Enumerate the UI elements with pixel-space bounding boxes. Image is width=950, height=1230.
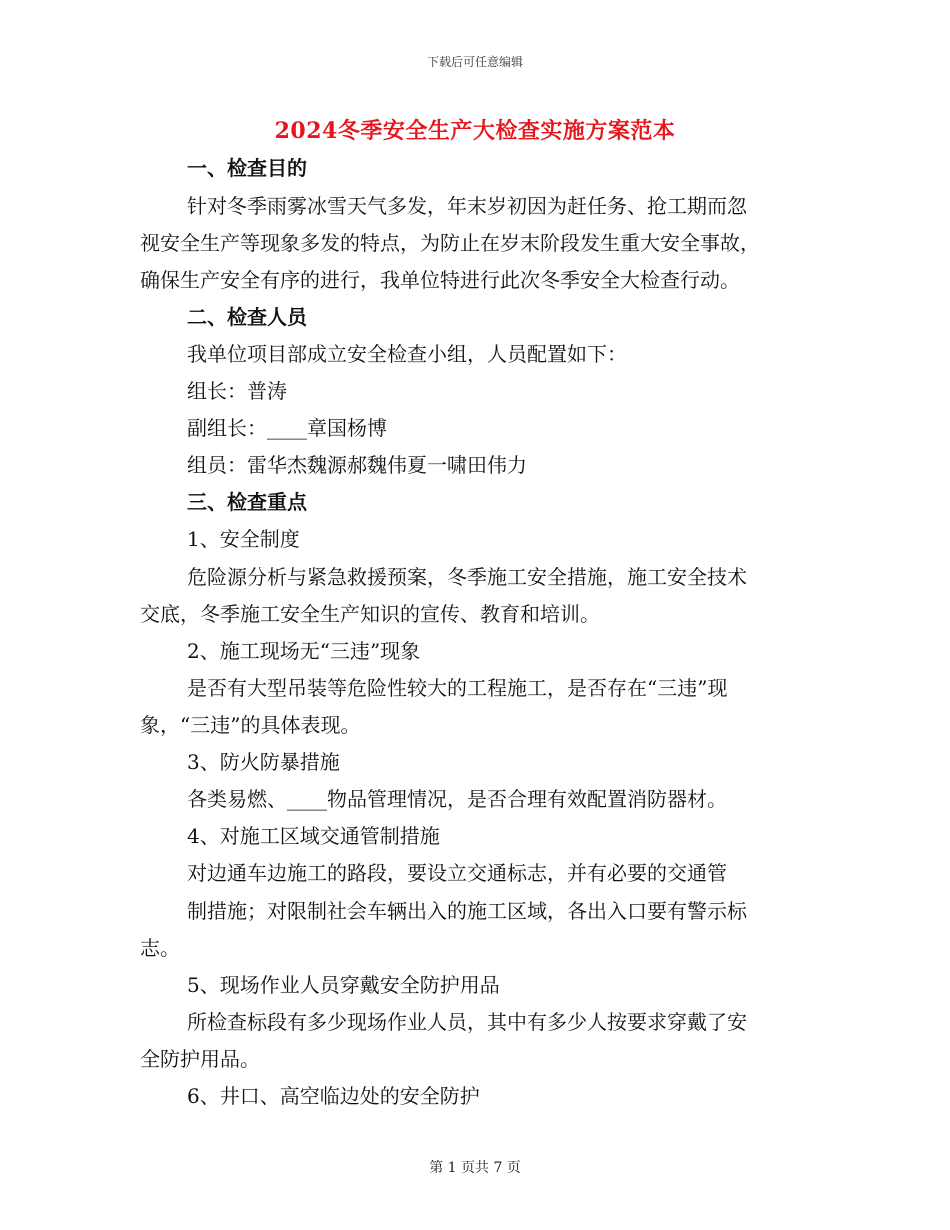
paragraph-line: 制措施；对限制社会车辆出入的施工区域，各出入口要有警示标 xyxy=(187,899,747,923)
subheading: 6、井口、高空临边处的安全防护 xyxy=(187,1084,480,1108)
subheading: 2、施工现场无“三违”现象 xyxy=(187,639,421,663)
section-heading-personnel: 二、检查人员 xyxy=(187,305,307,329)
paragraph-line: 全防护用品。 xyxy=(140,1047,260,1071)
section-heading-purpose: 一、检查目的 xyxy=(187,156,307,180)
subheading: 4、对施工区域交通管制措施 xyxy=(187,824,440,848)
paragraph-line: 针对冬季雨雾冰雪天气多发，年末岁初因为赶任务、抢工期而忽 xyxy=(187,194,747,218)
document-title: 2024冬季安全生产大检查实施方案范本 xyxy=(274,118,676,144)
page-footer: 第 1 页共 7 页 xyxy=(429,1160,521,1176)
paragraph-line: 各类易燃、____物品管理情况，是否合理有效配置消防器材。 xyxy=(187,787,727,811)
paragraph-line: 组长：普涛 xyxy=(187,379,287,403)
paragraph-line: 视安全生产等现象多发的特点，为防止在岁末阶段发生重大安全事故， xyxy=(140,231,760,255)
paragraph-line: 是否有大型吊装等危险性较大的工程施工，是否存在“三违”现 xyxy=(187,676,728,700)
paragraph-line: 交底，冬季施工安全生产知识的宣传、教育和培训。 xyxy=(140,602,600,626)
header-note: 下载后可任意编辑 xyxy=(426,55,523,69)
paragraph-line: 志。 xyxy=(140,936,180,960)
paragraph-line: 对边通车边施工的路段，要设立交通标志，并有必要的交通管 xyxy=(187,861,727,885)
paragraph-line: 所检查标段有多少现场作业人员，其中有多少人按要求穿戴了安 xyxy=(187,1010,747,1034)
subheading: 3、防火防暴措施 xyxy=(187,750,340,774)
subheading: 5、现场作业人员穿戴安全防护用品 xyxy=(187,973,500,997)
paragraph-line: 我单位项目部成立安全检查小组，人员配置如下： xyxy=(187,342,627,366)
paragraph-line: 象，“三违”的具体表现。 xyxy=(140,713,361,737)
section-heading-focus: 三、检查重点 xyxy=(187,490,307,514)
paragraph-line: 组员：雷华杰魏源郝魏伟夏一啸田伟力 xyxy=(187,453,527,477)
subheading: 1、安全制度 xyxy=(187,527,300,551)
paragraph-line: 确保生产安全有序的进行，我单位特进行此次冬季安全大检查行动。 xyxy=(140,268,740,292)
paragraph-line: 危险源分析与紧急救援预案，冬季施工安全措施，施工安全技术 xyxy=(187,565,747,589)
paragraph-line: 副组长：____章国杨博 xyxy=(187,416,387,440)
